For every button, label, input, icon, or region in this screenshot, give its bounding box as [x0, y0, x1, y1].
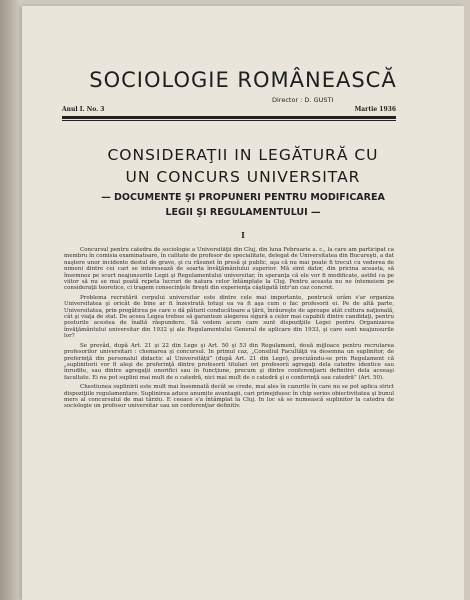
article-subtitle-line-2: LEGII ŞI REGULAMENTULUI — — [165, 207, 321, 218]
section-number: I — [241, 230, 245, 240]
issue-date: Martie 1936 — [354, 106, 396, 113]
magazine-spine — [0, 0, 22, 600]
header-rule-thick — [62, 116, 396, 119]
paragraph: Se prevăd, după Art. 21 şi 22 din Lege şi Art. 50 şi 53 din Regulament, două mijloace pentru recrutarea profesorilor universitari : chemarea şi concursul. In primul caz, „Consiliul Facultăţii va desemna un suplinitor, de preferinţă din personalul didactic al Universităţii” (după Art. 21 din Lege), precizându-se prin Regulament că „suplinitorii vor fi aleşi de preferinţă dintre profesorii titulari ori profesorii agregaţi dela catedre identice sau înrudite, sau dintre agregaţii onorifici sau în funcţiune, precum şi dintre conferenţiarii definitivi dela aceeaşi facultate. Ei nu pot suplini mai mult de o catedră, nici mai mult de o catedră şi o conferinţă sau catedră” (Art. 50). — [64, 342, 394, 381]
director-line: Director : D. GUSTI — [272, 96, 334, 104]
paragraph: Chestiunea suplinirii este mult mai însemnată decât se crede, mai ales în cazurile în care nu se pot aplica strict dispoziţiile regulamentare. Suplinirea aduce anumite avantagii, cari primejduesc în chip serios obiectivitatea şi bunul mers al concursului de mai târziu. E ceeace s'a întâmplat la Cluj. In loc să se numească suplinitor la catedra de sociologie un profesor universitar sau un conferenţiar definitiv. — [64, 384, 394, 410]
article-title-line-2: UN CONCURS UNIVERSITAR — [125, 168, 361, 186]
header-rule-thin — [62, 120, 396, 121]
document-page — [22, 6, 464, 600]
paragraph: Problema recrutării corpului universitar este dintre cele mai importante, pentrucă urâm s'ar organiza Universitatea şi oricât de bine ar fi înzestrată totuşi ea va fi aşa cum o fac profesorii ei. Pe de altă parte, Universitatea, prin pregătirea pe care o dă păturii conducătoare a ţării, înrâureşte de aproape atât cultura naţională, cât şi viaţa de stat. De aceea Legea trebue să garanteze alegerea sigură a celor mai capabili dintre candidaţi, pentru posturile acestea de înaltă răspundere. Să vedem acum care sunt dispoziţiile Legei pentru Organizarea învăţământului universitar din 1932 şi ale Regulamentului General de aplicare din 1933, şi care sunt neajunsurile lor? — [64, 294, 394, 340]
article-title-line-1: CONSIDERAŢII IN LEGĂTURĂ CU — [107, 146, 379, 164]
paragraph: Concursul pentru catedra de sociologie a Universităţii din Cluj, din luna Februarie a. c., la care am participat ca membru în comisia examinatoare, în calitate de profesor de specialitate, delegat de Universitatea din Bucureşti, a dat naştere unor incidente destul de grave, şi cu răsunet în presă şi public, aşa că nu mai poate fi trecut cu vederea de nimeni dintre cei cari se interesează de soarta învăţământului superior. Mă simt dator, din pricina aceasta, să însemnez pe scurt neajunsurile Legii şi Regulamentului universitar, în speranţa că ele vor fi modificate, astfel ca pe viitor să nu se mai poată repeta lucruri de natura celor întâmplate la Cluj. Pentru aceasta nu ne întemeiem pe consideraţii teoretice, ci tragem consecinţele fireşti din experienţa câştigată într'un caz concret. — [64, 247, 394, 292]
article-subtitle — [22, 190, 464, 220]
article-title — [22, 144, 464, 188]
issue-number: Anul I. No. 3 — [62, 106, 105, 113]
journal-title: SOCIOLOGIE ROMÂNEASCĂ — [89, 68, 397, 92]
article-body — [64, 247, 394, 597]
article-subtitle-line-1: — DOCUMENTE ŞI PROPUNERI PENTRU MODIFICAREA — [101, 192, 385, 203]
issue-bar — [62, 106, 396, 116]
